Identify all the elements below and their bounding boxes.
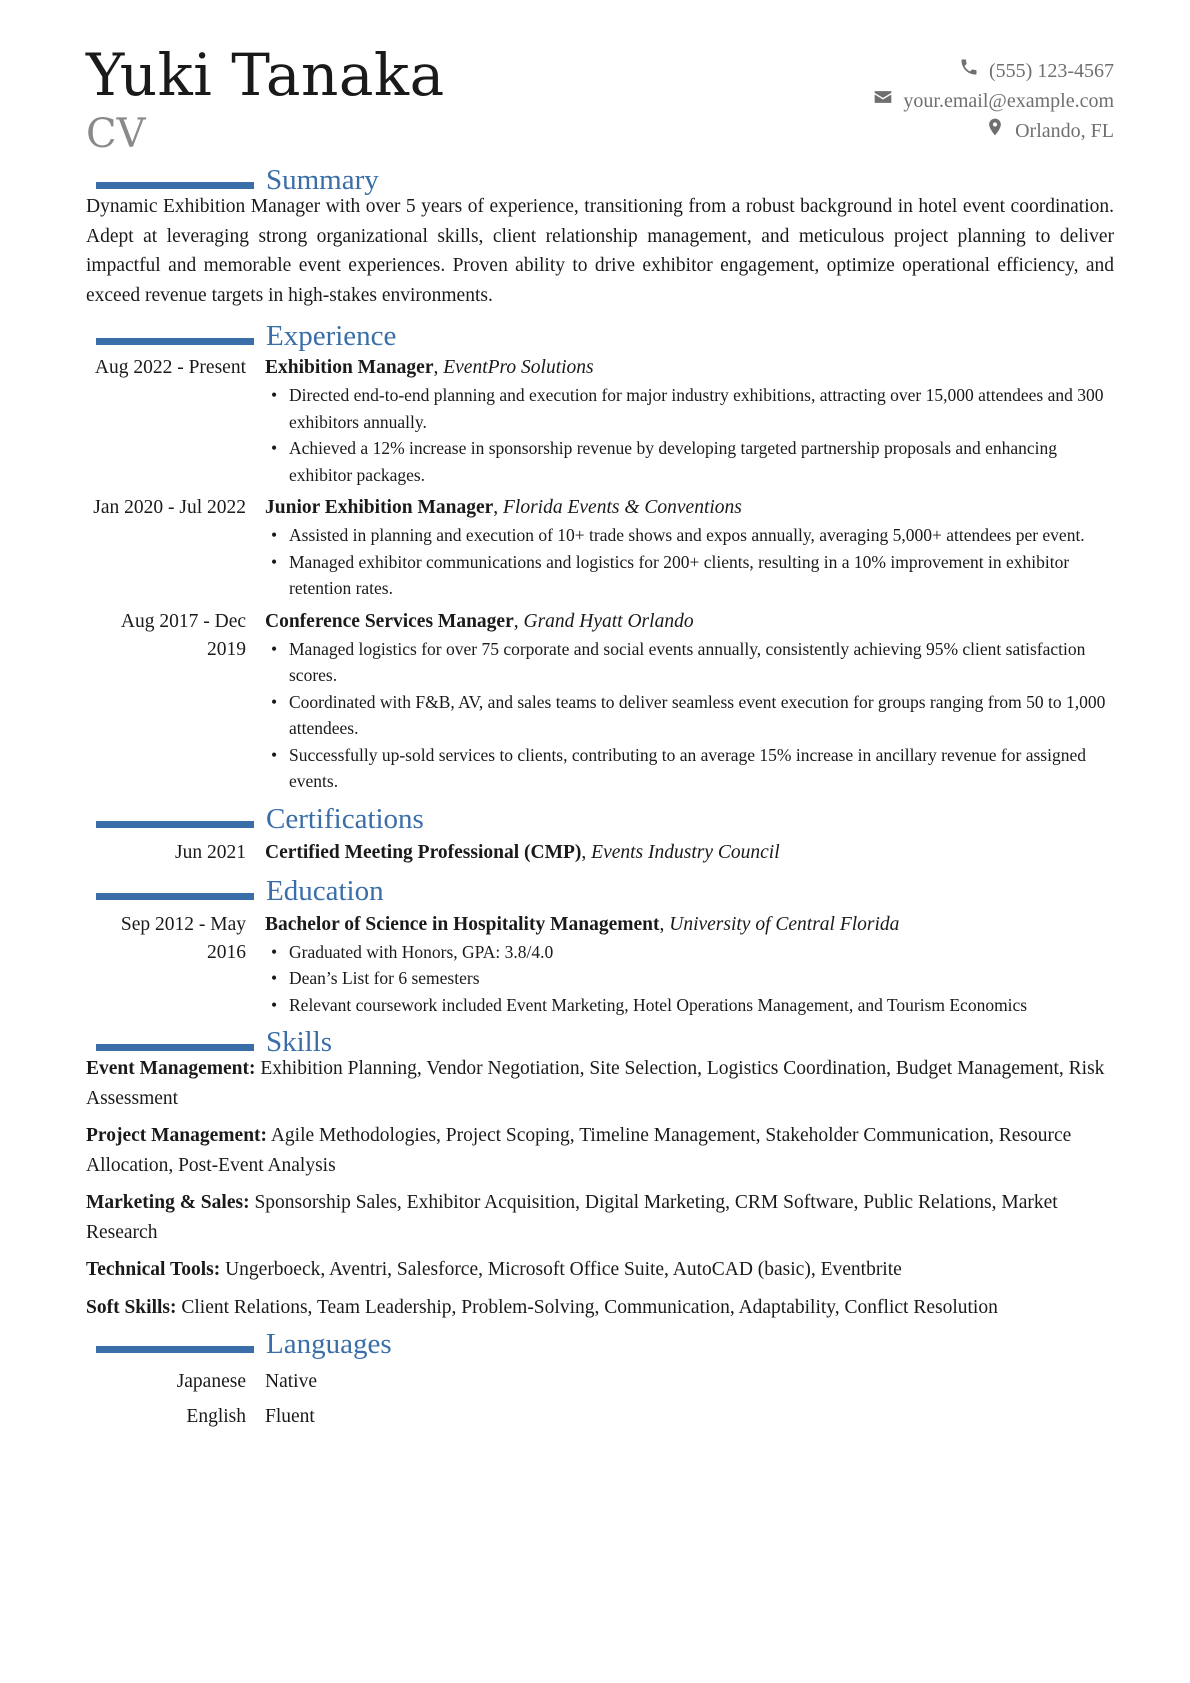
section-title-skills: Skills [266,1026,333,1058]
contact-block [873,56,1114,146]
experience-section-header [86,318,1114,354]
education-entry [86,911,1114,1019]
entry-body [265,354,1114,488]
entry-title: Junior Exhibition Manager, Florida Events & Conventions [265,497,742,518]
certifications-section-header [86,801,1114,837]
section-title-education: Education [266,874,384,907]
location-text: Orlando, FL [1015,120,1114,142]
bullet-item: • Coordinated with F&B, AV, and sales teams to deliver seamless event execution for groups ranging from 50 to 1,000 attendees. [265,689,1114,742]
skills-list [86,1054,1114,1322]
section-title-certifications: Certifications [266,802,424,835]
section-accent-bar [96,182,254,189]
employer: Florida Events & Conventions [503,497,742,518]
bullet-item: • Achieved a 12% increase in sponsorship revenue by developing targeted partnership proposals and enhancing exhibitor packages. [265,435,1114,488]
person-name: Yuki Tanaka [86,41,445,109]
language-name: English [186,1406,246,1427]
skill-group [86,1188,1114,1247]
section-title-languages: Languages [266,1328,392,1360]
certification-name: Certified Meeting Professional (CMP) [265,841,582,863]
bullet-item: • Managed exhibitor communications and logistics for 200+ clients, resulting in a 10% improvement in exhibitor retention rates. [265,549,1114,602]
degree-name: Bachelor of Science in Hospitality Management [265,913,660,935]
entry-date: Aug 2017 - Dec 2019 [120,610,246,660]
section-title-experience: Experience [266,320,397,352]
skill-group [86,1054,1114,1113]
skill-group-items: Sponsorship Sales, Exhibitor Acquisition, Digital Marketing, CRM Software, Public Relations, Market Research [86,1192,1058,1243]
certification-entry [86,839,1114,867]
bullet-item: • Assisted in planning and execution of 10+ trade shows and expos annually, averaging 5,000+ attendees per event. [265,522,1114,549]
entry-bullets [265,939,1114,1019]
entry-title: Bachelor of Science in Hospitality Management, University of Central Florida [265,913,900,935]
section-accent-bar [96,338,254,345]
entry-title: Exhibition Manager, EventPro Solutions [265,357,594,378]
entry-date: Sep 2012 - May 2016 [120,913,246,963]
phone-text: (555) 123-4567 [989,60,1114,82]
skill-group-items: Client Relations, Team Leadership, Problem-Solving, Communication, Adaptability, Conflict Resolution [181,1296,998,1318]
job-title: Exhibition Manager [265,357,434,378]
skill-group-items: Agile Methodologies, Project Scoping, Timeline Management, Stakeholder Communication, Resource Allocation, Post-Event Analysis [86,1125,1072,1176]
entry-body [265,911,1114,1019]
experience-entry [86,354,1114,488]
contact-location [873,116,1114,146]
map-pin-icon [985,116,1005,146]
resume-page [86,41,1114,1438]
entry-title: Conference Services Manager, Grand Hyatt Orlando [265,610,694,632]
document-subtitle: CV [86,111,146,157]
skill-group-items: Ungerboeck, Aventri, Salesforce, Microsoft Office Suite, AutoCAD (basic), Eventbrite [225,1259,902,1280]
skill-group [86,1255,1114,1285]
job-title: Junior Exhibition Manager [265,497,494,518]
employer: EventPro Solutions [443,357,594,378]
entry-body [265,839,1114,867]
resume-header [86,41,1114,162]
entry-body [265,608,1114,795]
experience-entry [86,494,1114,602]
entry-bullets [265,382,1114,488]
languages-list [86,1368,1114,1431]
entry-date: Aug 2022 - Present [94,357,246,378]
skill-group [86,1293,1114,1323]
entry-date: Jun 2021 [175,841,246,863]
section-accent-bar [96,821,254,828]
section-title-summary: Summary [266,164,379,196]
entry-date: Jan 2020 - Jul 2022 [93,497,246,518]
envelope-icon [873,86,893,116]
certification-issuer: Events Industry Council [591,841,780,863]
contact-email[interactable] [873,86,1114,116]
email-text: your.email@example.com [903,90,1114,112]
bullet-item: • Directed end-to-end planning and execution for major industry exhibitions, attracting over 15,000 attendees and 300 exhibitors annually. [265,382,1114,435]
languages-section-header [86,1326,1114,1362]
language-name: Japanese [176,1371,246,1392]
employer: Grand Hyatt Orlando [523,610,694,632]
section-accent-bar [96,1346,254,1353]
language-row [86,1403,1114,1431]
language-level: Fluent [265,1406,315,1427]
section-accent-bar [96,893,254,900]
bullet-item: • Successfully up-sold services to clients, contributing to an average 15% increase in ancillary revenue for assigned events. [265,742,1114,795]
bullet-item: • Managed logistics for over 75 corporate and social events annually, consistently achieving 95% client satisfaction scores. [265,636,1114,689]
experience-entry [86,608,1114,795]
entry-bullets [265,636,1114,795]
school-name: University of Central Florida [669,913,900,935]
section-accent-bar [96,1044,254,1051]
entry-title: Certified Meeting Professional (CMP), Events Industry Council [265,841,780,863]
entry-bullets [265,522,1114,602]
skill-group [86,1121,1114,1180]
skill-group-label: Event Management: [86,1058,256,1079]
education-section-header [86,873,1114,909]
skill-group-label: Soft Skills: [86,1296,177,1318]
skills-section-header [86,1024,1114,1060]
entry-body [265,494,1114,602]
summary-text: Dynamic Exhibition Manager with over 5 years of experience, transitioning from a robust background in hotel event coordination. Adept at leveraging strong organizational skills, client relationship management, and meticulous project planning to deliver impactful and memorable event experiences. Proven ability to drive exhibitor engagement, optimize operational efficiency, and exceed revenue targets in high-stakes environments. [86,196,1114,306]
skill-group-items: Exhibition Planning, Vendor Negotiation, Site Selection, Logistics Coordination, Budget Management, Risk Assessment [86,1058,1105,1109]
summary-section-header [86,162,1114,198]
bullet-item: • Relevant coursework included Event Marketing, Hotel Operations Management, and Tourism Economics [265,992,1114,1019]
language-row [86,1368,1114,1396]
skill-group-label: Project Management: [86,1125,268,1146]
language-level: Native [265,1371,317,1392]
job-title: Conference Services Manager [265,610,514,632]
bullet-item: • Graduated with Honors, GPA: 3.8/4.0 [265,939,1114,966]
skill-group-label: Technical Tools: [86,1259,221,1280]
bullet-item: • Dean’s List for 6 semesters [265,965,1114,992]
skill-group-label: Marketing & Sales: [86,1192,250,1213]
contact-phone[interactable] [873,56,1114,86]
phone-icon [959,56,979,86]
